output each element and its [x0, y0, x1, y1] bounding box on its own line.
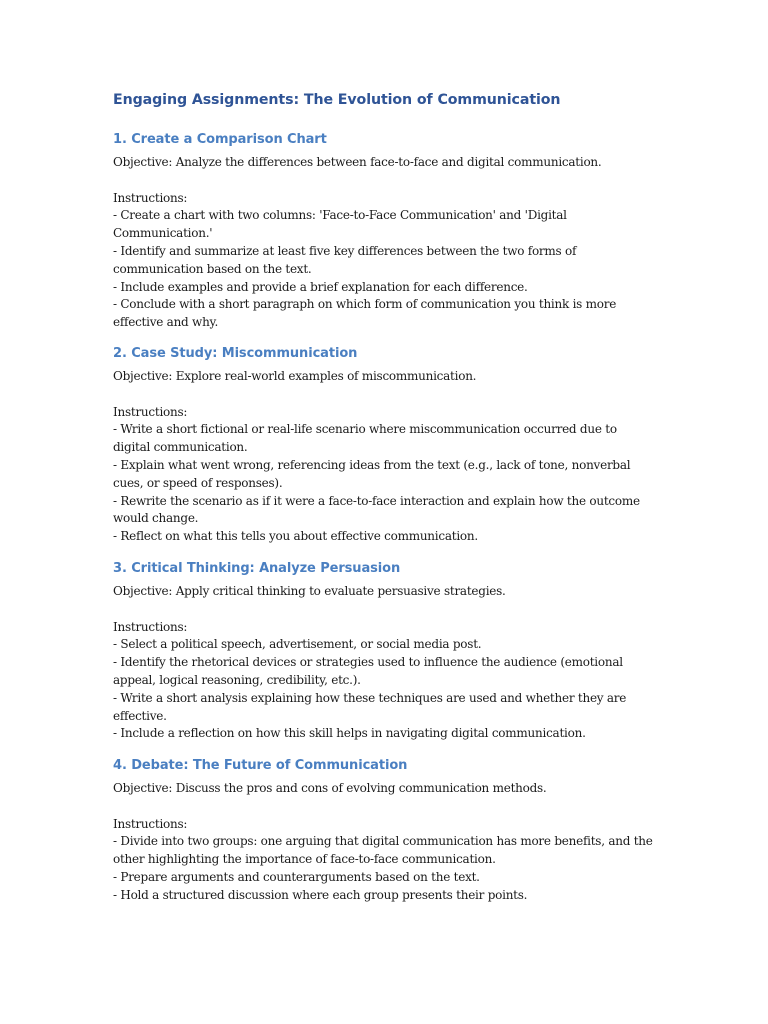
instruction-line: - Select a political speech, advertisement, or social media post.	[113, 637, 482, 652]
instruction-line: - Divide into two groups: one arguing that digital communication has more benefits, and the	[113, 834, 653, 849]
section-heading: 1. Create a Comparison Chart	[113, 132, 327, 147]
instruction-line: - Write a short analysis explaining how these techniques are used and whether they are	[113, 690, 627, 705]
instruction-line: - Reflect on what this tells you about effective communication.	[113, 529, 478, 544]
instruction-line: - Identify the rhetorical devices or strategies used to influence the audience (emotional	[113, 655, 623, 670]
section-critical-thinking	[113, 559, 658, 743]
instructions-label: Instructions:	[113, 404, 188, 419]
instructions-label: Instructions:	[113, 816, 188, 831]
objective-text: Objective: Apply critical thinking to evaluate persuasive strategies.	[113, 584, 506, 598]
instruction-line: effective and why.	[113, 315, 219, 330]
instruction-line: - Explain what went wrong, referencing ideas from the text (e.g., lack of tone, nonverbal	[113, 457, 631, 472]
instruction-line: communication based on the text.	[113, 261, 312, 276]
objective-text: Objective: Discuss the pros and cons of evolving communication methods.	[113, 781, 547, 795]
instruction-line: - Create a chart with two columns: 'Face-to-Face Communication' and 'Digital	[113, 208, 567, 223]
section-heading: 4. Debate: The Future of Communication	[113, 758, 408, 773]
instruction-line: - Hold a structured discussion where each group presents their points.	[113, 887, 528, 902]
instructions-label: Instructions:	[113, 190, 188, 205]
instructions-block	[113, 816, 658, 905]
instruction-line: - Write a short fictional or real-life scenario where miscommunication occurred due to	[113, 422, 617, 437]
section-heading: 2. Case Study: Miscommunication	[113, 346, 358, 361]
instruction-line: digital communication.	[113, 440, 248, 455]
document-title: Engaging Assignments: The Evolution of Communication	[113, 92, 561, 108]
instruction-line: - Rewrite the scenario as if it were a face-to-face interaction and explain how the outcome	[113, 493, 640, 508]
instruction-line: other highlighting the importance of face-to-face communication.	[113, 852, 496, 867]
objective-text: Objective: Explore real-world examples of miscommunication.	[113, 369, 477, 383]
instruction-line: appeal, logical reasoning, credibility, etc.).	[113, 672, 361, 687]
instruction-line: effective.	[113, 708, 167, 723]
instruction-line: - Prepare arguments and counterarguments based on the text.	[113, 869, 480, 884]
section-debate	[113, 756, 658, 905]
instructions-block	[113, 404, 658, 546]
objective-text: Objective: Analyze the differences between face-to-face and digital communication.	[113, 155, 602, 169]
instructions-label: Instructions:	[113, 619, 188, 634]
section-case-study	[113, 344, 658, 546]
instructions-block	[113, 190, 658, 332]
instructions-block	[113, 619, 658, 744]
instruction-line: - Include a reflection on how this skill helps in navigating digital communication.	[113, 726, 586, 741]
instruction-line: - Conclude with a short paragraph on which form of communication you think is more	[113, 297, 617, 312]
instruction-line: cues, or speed of responses).	[113, 475, 283, 490]
instruction-line: - Include examples and provide a brief explanation for each difference.	[113, 279, 528, 294]
instruction-line: - Identify and summarize at least five key differences between the two forms of	[113, 243, 577, 258]
section-heading: 3. Critical Thinking: Analyze Persuasion	[113, 561, 401, 576]
section-comparison-chart	[113, 130, 658, 332]
instruction-line: would change.	[113, 511, 199, 526]
instruction-line: Communication.'	[113, 226, 213, 241]
